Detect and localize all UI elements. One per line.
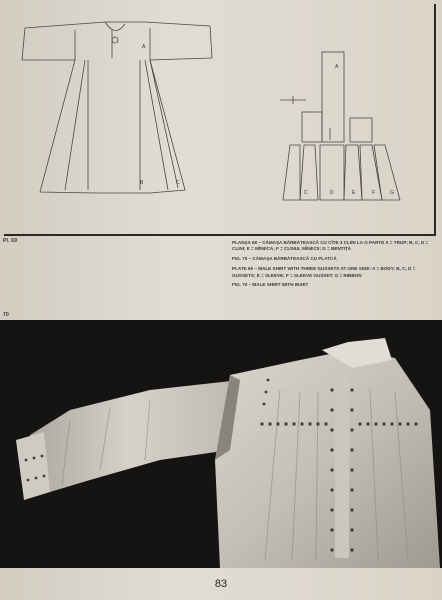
pattern-letter-g: G [390,190,395,196]
shirt-letter-c: C [176,180,180,186]
pattern-letter-d: D [330,190,334,196]
pattern-letter-c: C [304,190,308,196]
shirt-letter-a: A [142,44,146,50]
shirt-letter-b: B [140,180,144,186]
shirt-photo-illustration [0,320,442,568]
plate-number-label: Pl. 69 [3,238,18,244]
caption-ro-plate: PLANȘA 69 – CĂMAȘA BĂRBĂTEASCĂ CU CÎTE 3 CLINI LA O PARTE A = TRUP; B, C, D = CLINI; E = MÎNECA; F = CLINUL MÎNECII; G = BENTIȚĂ [232,240,429,252]
figure-number-label: 70 [3,312,9,318]
caption-ro-fig: FIG. 70 – CĂMAȘA BĂRBĂTEASCĂ CU PLATCĂ [232,255,337,261]
caption-block [232,240,437,291]
pattern-letter-e: E [352,190,356,196]
page-number: 83 [214,578,228,590]
shirt-pattern-drawing [0,0,442,240]
pattern-letter-a: A [335,64,339,70]
caption-en-fig: FIG. 70 – MALE SHIRT WITH INSET [232,282,309,288]
pattern-letter-f: F [372,190,376,196]
shirt-photograph [0,320,442,568]
caption-en-plate: PLATE 69 – MALE SHIRT WITH THREE GUSSETS AT ONE SIDE: A = BODY; B, C, D = GUSSETS; E = SLEEVE; F = SLEEVE GUSSET; G = RIBBON [232,266,416,278]
